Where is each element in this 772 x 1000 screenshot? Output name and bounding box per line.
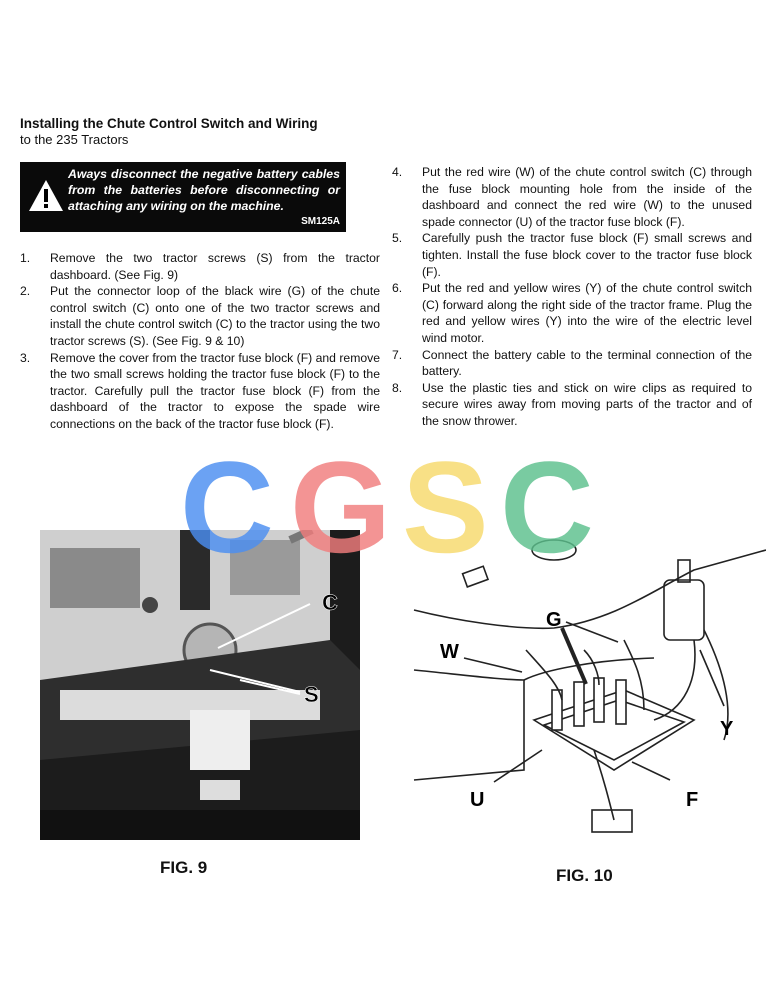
steps-right-column <box>392 164 752 430</box>
step-number: 4. <box>392 165 403 179</box>
step-text: Remove the cover from the tractor fuse block (F) and remove the two small screws holding the tractor fuse block (F) to the tractor. Carefully pull the tractor fuse block (F) from the dashboard of the tractor to expose the spade wire connections on the back of the tractor fuse block (F). <box>50 350 380 431</box>
step-number: 2. <box>20 284 31 299</box>
label-g: G <box>546 609 562 631</box>
step-text: Put the connector loop of the black wire (G) of the chute control switch (C) onto one of the two tractor screws and install the chute control switch (C) to the tractor using the two tractor screws (S). (See Fig. 9 & 10) <box>50 284 380 348</box>
section-title <box>20 116 390 148</box>
figure-10-drawing <box>394 510 766 850</box>
label-s: S <box>304 682 319 707</box>
step-2 <box>20 283 380 349</box>
figure-9-photo <box>40 530 360 840</box>
label-w: W <box>440 641 459 663</box>
step-text: Remove the two tractor screws (S) from the tractor dashboard. (See Fig. 9) <box>50 251 380 282</box>
svg-text:C: C <box>180 440 274 560</box>
step-number: 7. <box>392 347 403 362</box>
title-line-2: to the 235 Tractors <box>20 132 129 147</box>
step-4 <box>392 164 752 230</box>
step-number: 5. <box>392 231 403 246</box>
step-text: Carefully push the tractor fuse block (F) small screws and tighten. Install the fuse block cover to the tractor fuse block (F). <box>422 231 752 279</box>
step-7 <box>392 347 752 380</box>
label-f: F <box>686 789 699 811</box>
figure-10-caption: FIG. 10 <box>556 866 613 885</box>
svg-text:G: G <box>290 440 392 560</box>
step-number: 1. <box>20 251 31 265</box>
step-6 <box>392 280 752 346</box>
warning-code: SM125A <box>301 216 340 227</box>
step-text: Use the plastic ties and stick on wire clips as required to secure wires away from moving parts of the tractor and of the snow thrower. <box>422 380 752 428</box>
warning-box <box>20 162 346 232</box>
title-line-1: Installing the Chute Control Switch and Wiring <box>20 116 318 131</box>
label-y: Y <box>720 718 734 740</box>
warning-triangle-icon <box>28 178 64 214</box>
figure-9-caption: FIG. 9 <box>160 858 208 877</box>
steps-left-column <box>20 250 380 433</box>
step-1 <box>20 250 380 283</box>
tractor-dashboard-photo <box>40 530 360 840</box>
label-c: C <box>322 590 338 615</box>
svg-text:S: S <box>402 440 489 560</box>
step-number: 8. <box>392 380 403 395</box>
step-number: 3. <box>20 350 31 365</box>
label-u: U <box>470 789 485 811</box>
step-3 <box>20 350 380 433</box>
step-text: Put the red and yellow wires (Y) of the chute control switch (C) forward along the right side of the tractor frame. Plug the red and yellow wires (Y) into the wire of the electric level wind motor. <box>422 281 752 345</box>
svg-text:C: C <box>500 440 594 560</box>
step-8 <box>392 380 752 430</box>
step-5 <box>392 230 752 280</box>
warning-text: Aways disconnect the negative battery cables from the batteries before disconnecting or attaching any wiring on the machine. <box>68 167 340 213</box>
step-number: 6. <box>392 281 403 296</box>
step-text: Connect the battery cable to the terminal connection of the battery. <box>422 347 752 379</box>
step-text: Put the red wire (W) of the chute control switch (C) through the fuse block mounting hole from the inside of the dashboard and connect the red wire (W) to the unused spade connector (U) of the tractor fuse block (F). <box>422 165 752 229</box>
wiring-diagram <box>394 510 766 850</box>
